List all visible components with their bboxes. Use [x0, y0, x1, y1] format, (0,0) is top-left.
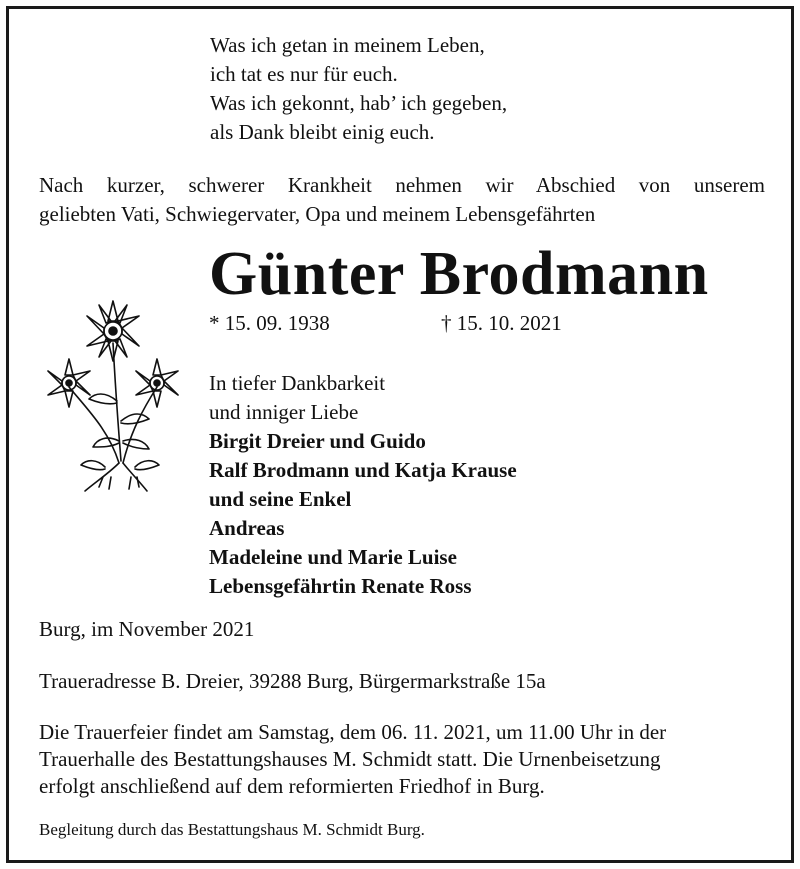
mourners	[209, 369, 517, 601]
mourners-intro-line: In tiefer Dankbarkeit	[209, 371, 386, 395]
place-date: Burg, im November 2021	[39, 617, 255, 641]
mourner-name: Ralf Brodmann und Katja Krause	[209, 458, 517, 482]
intro-line: geliebten Vati, Schwiegervater, Opa und meinem Lebensgefährten	[39, 202, 596, 226]
intro-text	[39, 171, 765, 229]
ceremony-line: erfolgt anschließend auf dem reformierten Friedhof in Burg.	[39, 774, 545, 798]
mourner-name: und seine Enkel	[209, 487, 352, 511]
poem	[210, 31, 507, 147]
death-date: † 15. 10. 2021	[441, 311, 562, 335]
mourners-intro-line: und inniger Liebe	[209, 400, 359, 424]
poem-line: ich tat es nur für euch.	[210, 62, 398, 86]
intro-line: Nach kurzer, schwerer Krankheit nehmen wir Abschied von unserem	[39, 173, 765, 197]
ceremony-info	[39, 719, 666, 800]
mourning-address: Traueradresse B. Dreier, 39288 Burg, Bürgermarkstraße 15a	[39, 669, 546, 693]
birth-date: * 15. 09. 1938	[209, 311, 330, 335]
mourner-name: Birgit Dreier und Guido	[209, 429, 426, 453]
mourner-name: Lebensgefährtin Renate Ross	[209, 574, 472, 598]
mourner-name: Madeleine und Marie Luise	[209, 545, 457, 569]
poem-line: Was ich getan in meinem Leben,	[210, 33, 485, 57]
ceremony-line: Trauerhalle des Bestattungshauses M. Schmidt statt. Die Urnenbeisetzung	[39, 747, 661, 771]
mourner-name: Andreas	[209, 516, 285, 540]
deceased-name: Günter Brodmann	[209, 240, 709, 308]
obituary-notice	[6, 6, 794, 863]
edelweiss-flower-icon	[39, 291, 179, 497]
poem-line: Was ich gekonnt, hab’ ich gegeben,	[210, 91, 508, 115]
ceremony-line: Die Trauerfeier findet am Samstag, dem 06. 11. 2021, um 11.00 Uhr in der	[39, 720, 667, 744]
undertaker-note: Begleitung durch das Bestattungshaus M. Schmidt Burg.	[39, 820, 425, 839]
poem-line: als Dank bleibt einig euch.	[210, 120, 435, 144]
